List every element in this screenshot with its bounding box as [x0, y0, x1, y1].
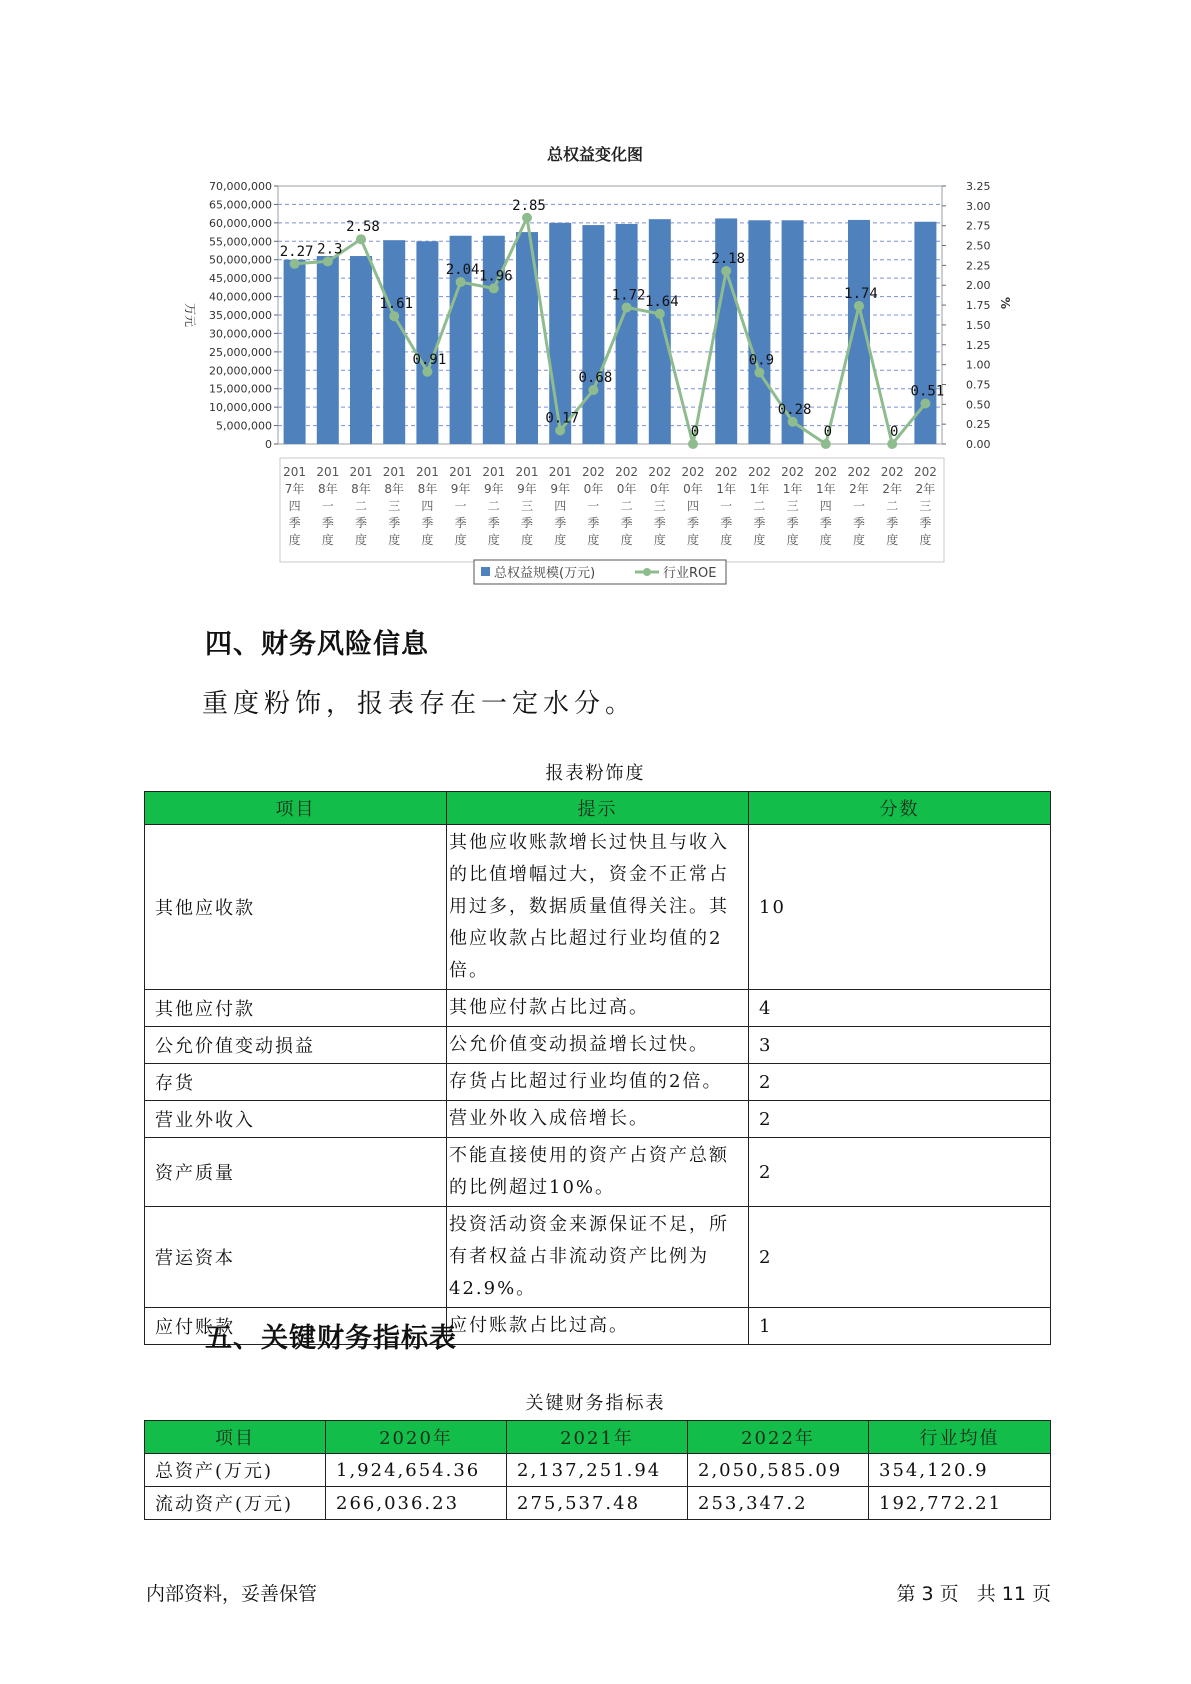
data-label: 0: [690, 424, 700, 440]
data-label: 0.28: [777, 401, 812, 418]
table-row: [145, 1207, 1051, 1308]
y-tick-label: 40,000,000: [209, 290, 272, 304]
y-tick-label: 15,000,000: [209, 382, 272, 396]
data-label: 2.04: [445, 262, 480, 279]
y2-tick-label: 1.25: [966, 338, 991, 352]
x-tick-label: 季: [686, 516, 700, 530]
x-tick-label: 一: [587, 499, 600, 513]
bar: [383, 240, 405, 444]
x-tick-label: 202: [880, 465, 904, 479]
x-tick-label: 四: [288, 499, 301, 513]
x-tick-label: 三: [388, 499, 401, 513]
x-tick-label: 202: [913, 465, 937, 479]
x-tick-label: 三: [919, 499, 932, 513]
x-tick-label: 季: [388, 516, 401, 530]
risk-item: 其他应付款: [145, 990, 447, 1027]
roe-point: [655, 309, 665, 319]
x-tick-label: 季: [288, 516, 301, 530]
x-tick-label: 202: [615, 465, 639, 479]
data-label: 2.58: [346, 219, 380, 236]
kpi-value: 253,347.2: [688, 1487, 869, 1520]
y2-tick-label: 1.50: [966, 318, 991, 332]
x-tick-label: 201: [316, 465, 340, 479]
legend-line-marker: [643, 568, 651, 576]
x-tick-label: 9年: [550, 482, 571, 496]
roe-point: [821, 439, 831, 449]
x-tick-label: 202: [814, 465, 838, 479]
risk-item: 其他应收款: [145, 825, 447, 990]
x-tick-label: 四: [421, 499, 434, 513]
x-tick-label: 季: [421, 516, 434, 530]
x-tick-label: 度: [288, 533, 301, 547]
risk-header-score: 分数: [749, 792, 1051, 825]
table-row: [145, 1138, 1051, 1207]
roe-point: [588, 385, 598, 395]
kpi-table-header-row: [145, 1421, 1051, 1454]
kpi-value: 2,050,585.09: [688, 1454, 869, 1487]
roe-point: [854, 301, 864, 311]
kpi-value: 266,036.23: [326, 1487, 507, 1520]
x-tick-label: 度: [554, 533, 567, 547]
x-tick-label: 202: [648, 465, 672, 479]
x-tick-label: 度: [520, 533, 534, 547]
y-tick-label: 5,000,000: [216, 419, 272, 433]
y-tick-label: 30,000,000: [209, 327, 272, 341]
roe-point: [555, 426, 565, 436]
x-tick-label: 1年: [749, 482, 770, 496]
bar: [284, 260, 306, 444]
roe-point: [688, 439, 698, 449]
kpi-value: 275,537.48: [507, 1487, 688, 1520]
x-tick-label: 度: [686, 533, 700, 547]
chart-title: 总权益变化图: [546, 145, 644, 164]
legend-bar-label: 总权益规模(万元): [494, 566, 596, 581]
data-label: 0: [823, 424, 833, 440]
x-tick-label: 季: [786, 516, 799, 530]
chart-legend: [474, 560, 726, 584]
y2-tick-label: 0.00: [966, 438, 991, 451]
x-tick-label: 度: [852, 533, 866, 547]
x-tick-label: 四: [819, 499, 832, 513]
x-tick-label: 202: [714, 465, 738, 479]
x-tick-label: 2年: [849, 482, 869, 496]
y2-tick-label: 3.00: [966, 199, 991, 213]
x-tick-label: 0年: [583, 482, 604, 496]
x-tick-label: 季: [819, 516, 832, 530]
data-label: 0: [889, 424, 899, 440]
x-tick-label: 度: [354, 533, 368, 547]
risk-score: 3: [749, 1027, 1051, 1064]
x-tick-label: 9年: [450, 482, 471, 496]
risk-table-header-row: [145, 792, 1051, 825]
equity-chart: [0, 0, 1191, 600]
x-tick-label: 9年: [483, 482, 504, 496]
data-label: 2.85: [512, 197, 546, 214]
x-tick-label: 8年: [317, 482, 338, 496]
x-tick-label: 1年: [782, 482, 803, 496]
x-tick-label: 二: [354, 499, 368, 513]
roe-point: [456, 277, 466, 287]
x-tick-label: 度: [321, 533, 334, 547]
x-tick-label: 季: [886, 516, 899, 530]
x-tick-label: 0年: [683, 482, 703, 496]
x-tick-label: 度: [653, 533, 666, 547]
x-tick-label: 1年: [815, 482, 836, 496]
data-label: 2.3: [317, 241, 343, 258]
risk-hint: 存货占比超过行业均值的2倍。: [447, 1064, 749, 1101]
risk-hint: 不能直接使用的资产占资产总额的比例超过10%。: [447, 1138, 749, 1207]
table-row: [145, 990, 1051, 1027]
x-tick-label: 202: [581, 465, 605, 479]
risk-score: 10: [749, 825, 1051, 990]
risk-hint: 应付账款占比过高。: [447, 1308, 749, 1345]
risk-item: 资产质量: [145, 1138, 447, 1207]
x-tick-label: 季: [919, 516, 932, 530]
table-row: [145, 825, 1051, 990]
y2-tick-label: 2.00: [966, 279, 991, 293]
roe-point: [323, 256, 333, 266]
y2-tick-label: 2.75: [966, 219, 991, 233]
kpi-item: 总资产(万元): [145, 1454, 326, 1487]
risk-item: 公允价值变动损益: [145, 1027, 447, 1064]
x-tick-label: 202: [781, 465, 805, 479]
x-tick-label: 202: [847, 465, 871, 479]
risk-item: 营运资本: [145, 1207, 447, 1308]
x-tick-label: 三: [520, 499, 534, 513]
data-label: 1.96: [478, 268, 513, 285]
x-tick-label: 度: [753, 533, 766, 547]
x-tick-label: 季: [587, 516, 600, 530]
kpi-header-2021: 2021年: [507, 1421, 688, 1454]
x-tick-label: 2年: [915, 482, 936, 496]
x-tick-label: 2年: [882, 482, 903, 496]
y-axis-title: 万元: [183, 302, 197, 328]
section4-heading: 四、财务风险信息: [205, 629, 429, 660]
x-tick-label: 度: [388, 533, 401, 547]
risk-score: 2: [749, 1138, 1051, 1207]
data-label: 0.51: [910, 383, 945, 400]
table-row: [145, 1487, 1051, 1520]
risk-summary: 重度粉饰，报表存在一定水分。: [202, 689, 637, 719]
x-tick-label: 季: [852, 516, 866, 530]
bar: [317, 256, 339, 444]
data-label: 0.9: [748, 352, 775, 369]
y-tick-label: 20,000,000: [209, 364, 272, 378]
x-tick-label: 三: [653, 499, 666, 513]
data-label: 2.27: [279, 243, 314, 260]
roe-point: [290, 259, 300, 269]
y-tick-label: 60,000,000: [209, 216, 272, 230]
roe-point: [754, 368, 764, 378]
risk-hint: 营业外收入成倍增长。: [447, 1101, 749, 1138]
kpi-value: 2,137,251.94: [507, 1454, 688, 1487]
risk-score: 4: [749, 990, 1051, 1027]
roe-point: [721, 266, 731, 276]
x-tick-label: 度: [819, 533, 832, 547]
data-label: 0.17: [545, 410, 580, 427]
x-axis-frame: [280, 458, 944, 562]
x-tick-label: 季: [653, 516, 666, 530]
x-tick-label: 8年: [417, 482, 438, 496]
risk-header-hint: 提示: [447, 792, 749, 825]
x-tick-label: 季: [354, 516, 368, 530]
y2-tick-label: 3.25: [966, 180, 991, 193]
x-tick-label: 202: [747, 465, 771, 479]
x-tick-label: 7年: [284, 482, 305, 496]
bar: [748, 220, 770, 444]
risk-score: 2: [749, 1064, 1051, 1101]
x-tick-label: 度: [720, 533, 733, 547]
y2-tick-label: 1.75: [966, 299, 991, 313]
bar: [483, 236, 505, 444]
x-tick-label: 201: [349, 465, 373, 479]
x-tick-label: 二: [753, 499, 766, 513]
x-tick-label: 一: [720, 499, 733, 513]
table-row: [145, 1454, 1051, 1487]
kpi-table-caption: 关键财务指标表: [525, 1393, 666, 1414]
y2-tick-label: 0.25: [966, 418, 991, 432]
x-tick-label: 度: [786, 533, 799, 547]
roe-point: [622, 302, 632, 312]
y2-axis-title: %: [998, 296, 1012, 310]
x-tick-label: 度: [886, 533, 899, 547]
legend-bar-swatch: [481, 567, 490, 576]
x-tick-label: 202: [681, 465, 705, 479]
risk-hint: 其他应付款占比过高。: [447, 990, 749, 1027]
y2-tick-label: 2.50: [966, 239, 991, 253]
data-label: 1.64: [644, 293, 679, 310]
x-tick-label: 四: [554, 499, 567, 513]
table-row: [145, 1101, 1051, 1138]
kpi-header-industry-avg: 行业均值: [869, 1421, 1051, 1454]
x-tick-label: 二: [620, 499, 633, 513]
y2-tick-label: 0.75: [966, 378, 991, 392]
risk-table-caption: 报表粉饰度: [545, 763, 646, 784]
data-label: 1.74: [844, 285, 878, 302]
risk-item: 存货: [145, 1064, 447, 1101]
roe-point: [920, 399, 930, 409]
footer-page-number: 第 3 页 共 11 页: [896, 1583, 1051, 1605]
data-label: 0.91: [412, 351, 447, 368]
bar: [649, 219, 671, 444]
table-row: [145, 1027, 1051, 1064]
bar: [616, 224, 638, 444]
y-tick-label: 55,000,000: [209, 235, 272, 249]
data-label: 2.18: [711, 250, 746, 267]
kpi-value: 354,120.9: [869, 1454, 1051, 1487]
y-tick-label: 25,000,000: [209, 345, 272, 359]
x-tick-label: 201: [449, 465, 473, 479]
y-tick-label: 70,000,000: [209, 180, 272, 193]
y-tick-label: 45,000,000: [209, 272, 272, 286]
footer-confidential: 内部资料，妥善保管: [146, 1583, 318, 1605]
roe-point: [356, 234, 366, 244]
risk-item: 应付账款: [145, 1308, 447, 1345]
risk-hint: 公允价值变动损益增长过快。: [447, 1027, 749, 1064]
y-tick-label: 65,000,000: [209, 198, 272, 212]
y-tick-label: 50,000,000: [209, 253, 272, 267]
x-tick-label: 201: [482, 465, 506, 479]
data-label: 1.72: [611, 287, 646, 304]
x-tick-label: 201: [515, 465, 539, 479]
x-tick-label: 三: [786, 499, 799, 513]
kpi-header-item: 项目: [145, 1421, 326, 1454]
risk-score: 2: [749, 1207, 1051, 1308]
x-tick-label: 季: [620, 516, 633, 530]
y-tick-label: 35,000,000: [209, 309, 272, 322]
x-tick-label: 8年: [384, 482, 405, 496]
x-tick-label: 9年: [517, 482, 537, 496]
risk-item: 营业外收入: [145, 1101, 447, 1138]
kpi-table: [144, 1420, 1051, 1520]
roe-point: [389, 311, 399, 321]
x-tick-label: 度: [421, 533, 434, 547]
x-tick-label: 季: [753, 516, 766, 530]
x-tick-label: 季: [520, 516, 534, 530]
x-tick-label: 0年: [616, 482, 637, 496]
y2-tick-label: 1.00: [966, 358, 991, 372]
risk-score: 1: [749, 1308, 1051, 1345]
roe-point: [522, 213, 532, 223]
risk-hint: 其他应收账款增长过快且与收入的比值增幅过大，资金不正常占用过多，数据质量值得关注。其他应收款占比超过行业均值的2倍。: [447, 825, 749, 990]
bar: [582, 225, 604, 444]
kpi-header-2020: 2020年: [326, 1421, 507, 1454]
x-tick-label: 201: [415, 465, 439, 479]
x-tick-label: 一: [852, 499, 866, 513]
data-label: 1.61: [379, 296, 414, 313]
kpi-item: 流动资产(万元): [145, 1487, 326, 1520]
risk-header-item: 项目: [145, 792, 447, 825]
table-row: [145, 1064, 1051, 1101]
kpi-value: 1,924,654.36: [326, 1454, 507, 1487]
x-tick-label: 1年: [716, 482, 737, 496]
roe-point: [788, 417, 798, 427]
roe-point: [887, 439, 897, 449]
y2-tick-label: 2.25: [966, 259, 991, 273]
section5-heading: 五、关键财务指标表: [205, 1323, 457, 1354]
x-tick-label: 度: [487, 533, 500, 547]
y2-tick-label: 0.50: [966, 398, 991, 412]
risk-table: [144, 791, 1051, 1345]
x-tick-label: 季: [454, 516, 467, 530]
x-tick-label: 季: [487, 516, 500, 530]
x-tick-label: 度: [919, 533, 932, 547]
x-tick-label: 二: [487, 499, 500, 513]
x-tick-label: 0年: [649, 482, 670, 496]
kpi-header-2022: 2022年: [688, 1421, 869, 1454]
roe-point: [489, 283, 499, 293]
x-tick-label: 季: [321, 516, 334, 530]
x-tick-label: 一: [321, 499, 334, 513]
bar: [416, 241, 438, 444]
x-tick-label: 季: [720, 516, 733, 530]
legend-line-label: 行业ROE: [663, 566, 717, 581]
x-tick-label: 季: [554, 516, 567, 530]
x-tick-label: 度: [587, 533, 600, 547]
x-tick-label: 201: [548, 465, 572, 479]
x-tick-label: 8年: [351, 482, 371, 496]
data-label: 0.68: [578, 370, 613, 387]
kpi-value: 192,772.21: [869, 1487, 1051, 1520]
y-tick-label: 10,000,000: [209, 401, 272, 415]
bar: [350, 256, 372, 444]
x-tick-label: 201: [283, 465, 307, 479]
y-tick-label: 0: [265, 438, 272, 451]
x-tick-label: 度: [620, 533, 633, 547]
x-tick-label: 一: [454, 499, 467, 513]
risk-score: 2: [749, 1101, 1051, 1138]
x-tick-label: 四: [686, 499, 700, 513]
roe-point: [422, 367, 432, 377]
risk-hint: 投资活动资金来源保证不足，所有者权益占非流动资产比例为42.9%。: [447, 1207, 749, 1308]
x-tick-label: 201: [382, 465, 406, 479]
x-tick-label: 二: [886, 499, 899, 513]
x-tick-label: 度: [454, 533, 467, 547]
